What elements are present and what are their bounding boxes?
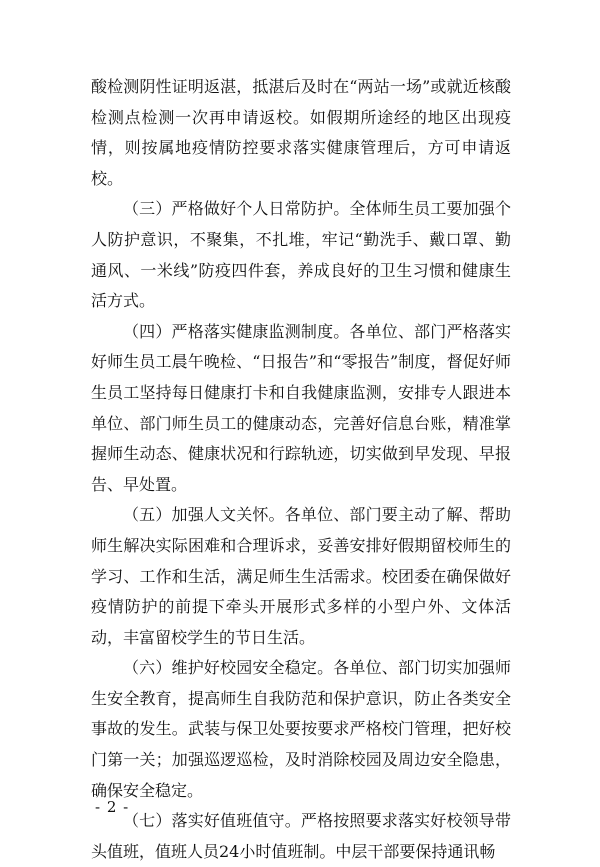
paragraph-continued: 酸检测阴性证明返湛，抵湛后及时在“两站一场”或就近核酸检测点检测一次再申请返校。如假期所途经的地区出现疫情，则按属地疫情防控要求落实健康管理后，方可申请返校。 xyxy=(91,77,511,188)
document-body xyxy=(91,72,511,867)
paragraph-section-3: （三）严格做好个人日常防护。全体师生员工要加强个人防护意识，不聚集，不扎堆，牢记“勤洗手、戴口罩、勤通风、一米线”防疫四件套，养成良好的卫生习惯和健康生活方式。 xyxy=(91,199,511,311)
paragraph-section-6: （六）维护好校园安全稳定。各单位、部门切实加强师生安全教育，提高师生自我防范和保护意识，防止各类安全事故的发生。武装与保卫处要按要求严格校门管理，把好校门第一关；加强巡逻巡检，及时消除校园及周边安全隐患，确保安全稳定。 xyxy=(91,658,511,800)
page-number: - 2 - xyxy=(95,798,130,816)
paragraph-section-4: （四）严格落实健康监测制度。各单位、部门严格落实好师生员工晨午晚检、“日报告”和“零报告”制度，督促好师生员工坚持每日健康打卡和自我健康监测，安排专人跟进本单位、部门师生员工的健康动态，完善好信息台账，精准掌握师生动态、健康状况和行踪轨迹，切实做到早发现、早报告、早处置。 xyxy=(91,321,511,494)
paragraph-section-7: （七）落实好值班值守。严格按照要求落实好校领导带头值班，值班人员24小时值班制。中层干部要保持通讯畅 xyxy=(91,811,511,861)
paragraph-section-5: （五）加强人文关怀。各单位、部门要主动了解、帮助师生解决实际困难和合理诉求，妥善安排好假期留校师生的学习、工作和生活，满足师生生活需求。校团委在确保做好疫情防护的前提下牵头开展形式多样的小型户外、文体活动，丰富留校学生的节日生活。 xyxy=(91,505,511,647)
